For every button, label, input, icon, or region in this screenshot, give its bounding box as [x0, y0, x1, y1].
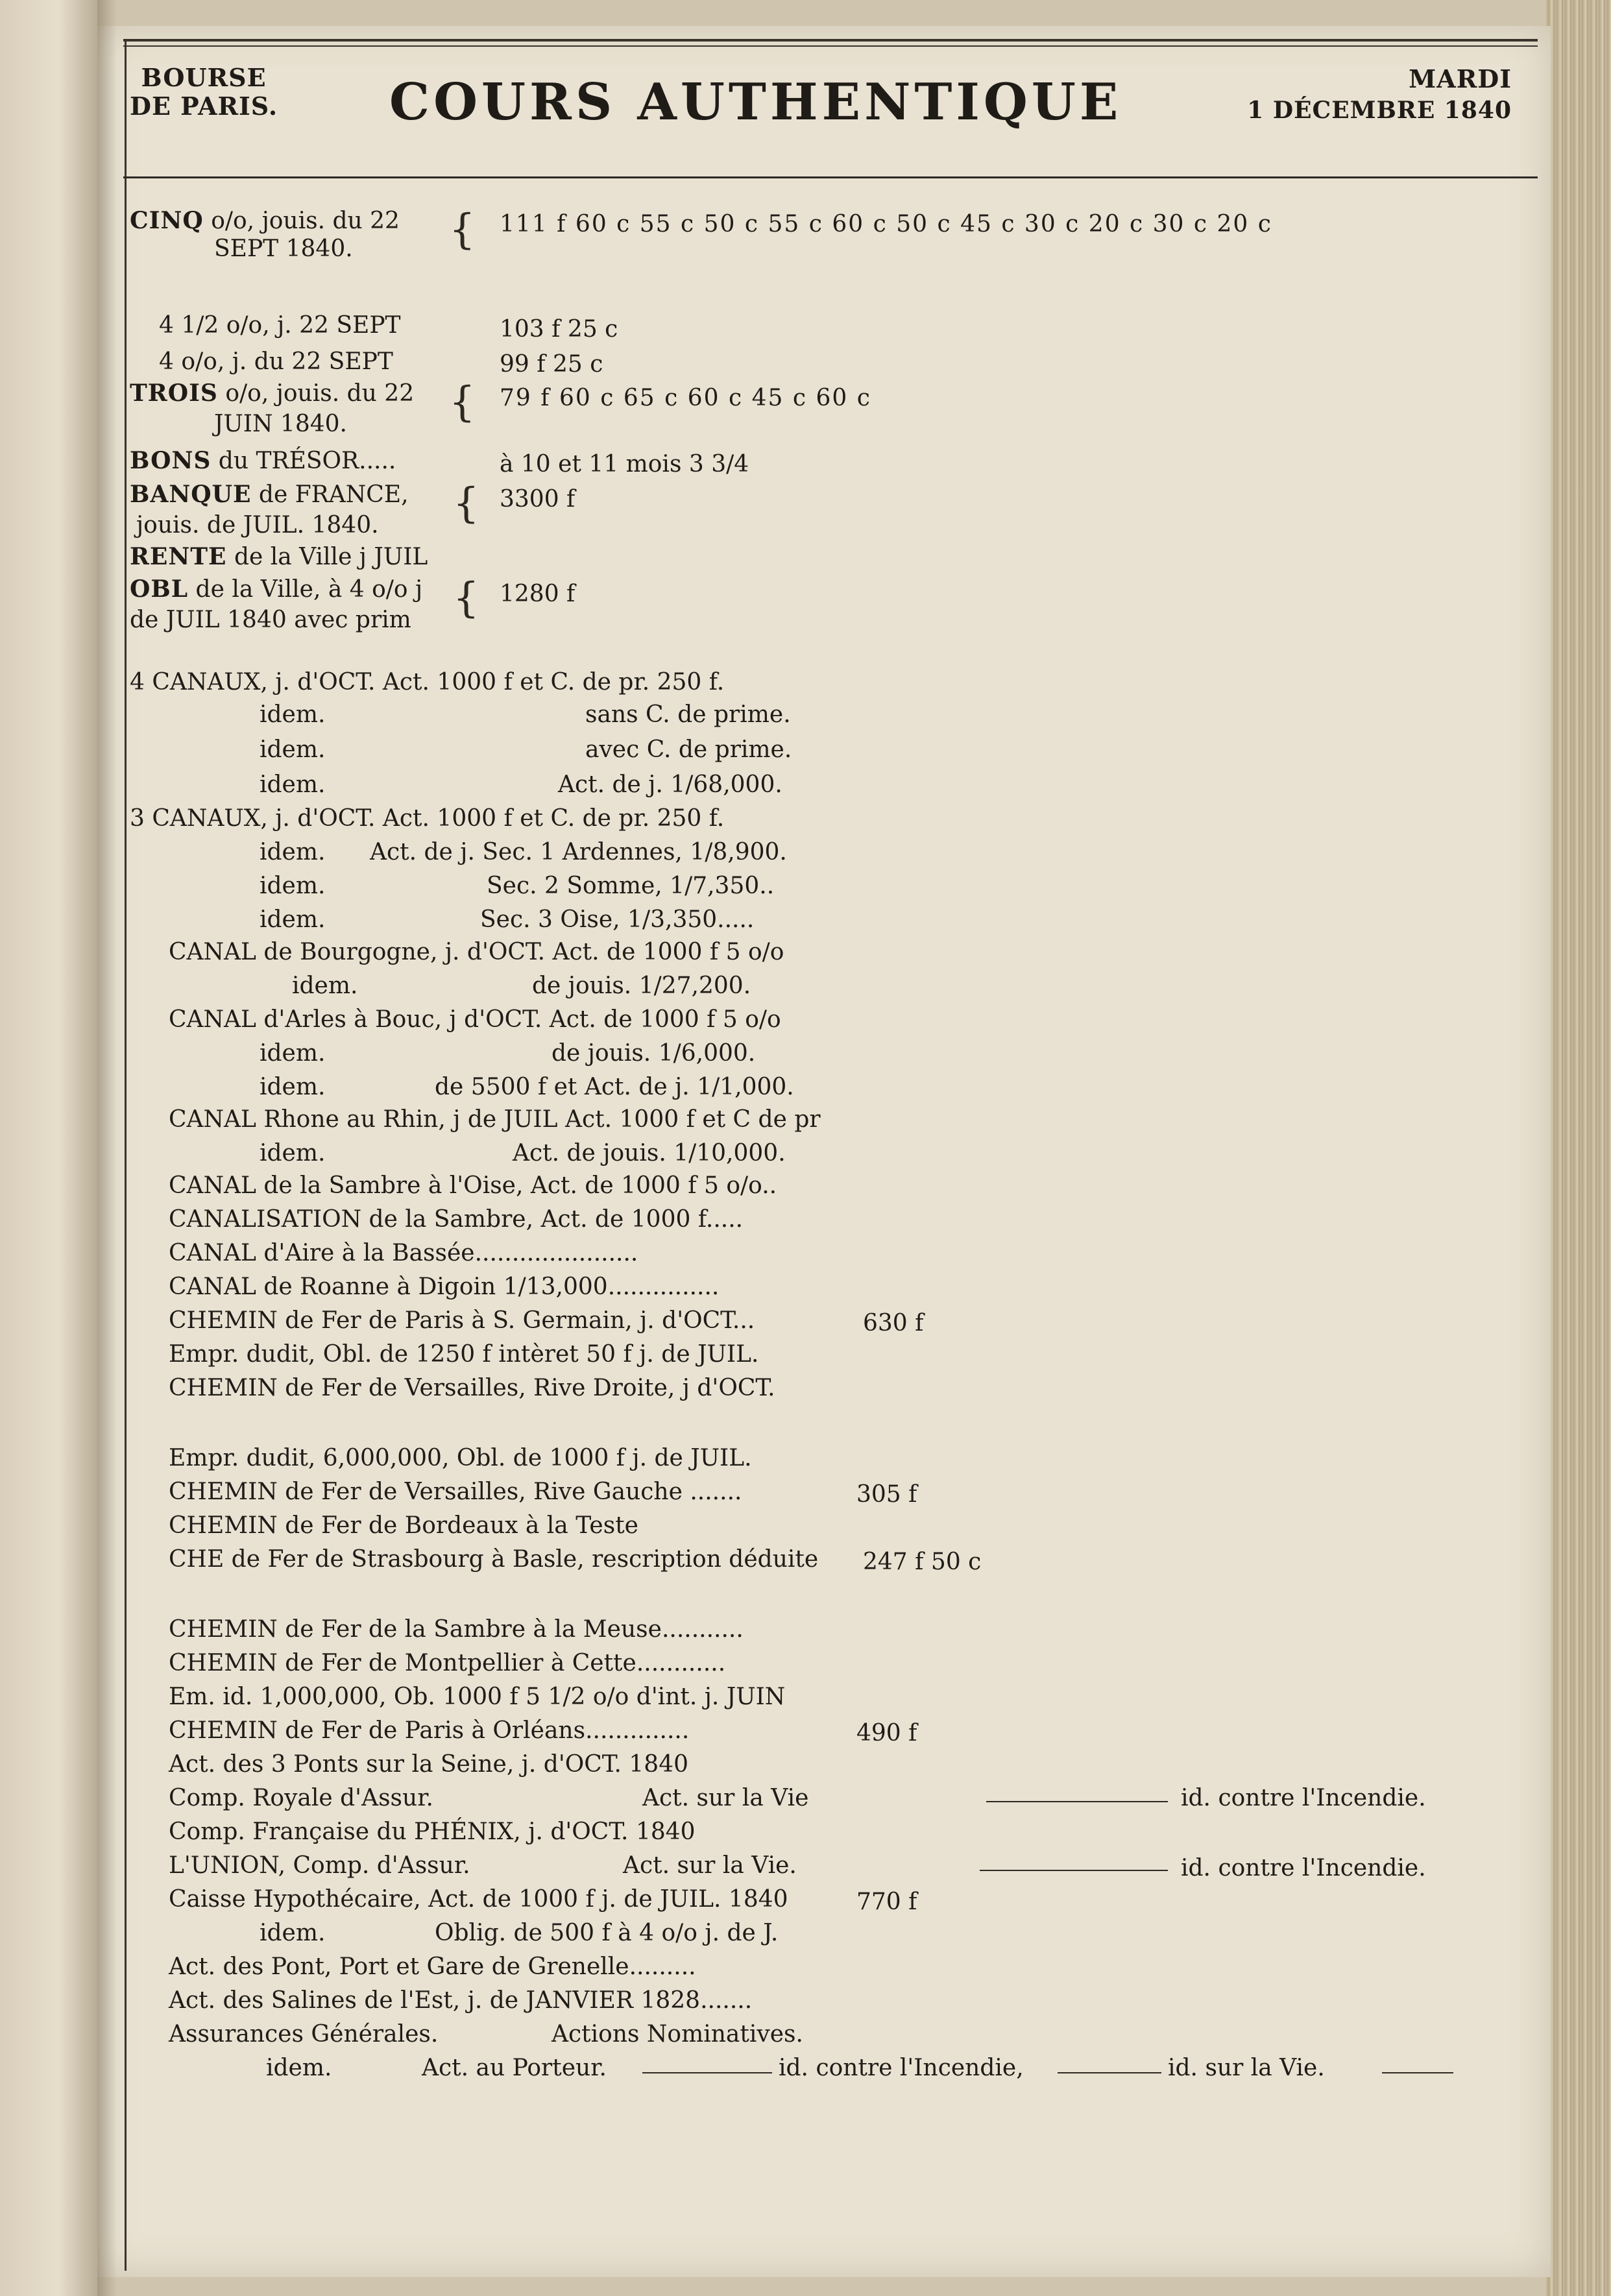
- obl-label: de la Ville, à 4 o/o j: [188, 576, 423, 603]
- chemin-st-germain-price: 630 f: [863, 1310, 924, 1336]
- contre-incendie: id. contre l'Incendie,: [779, 2055, 1024, 2081]
- canaux-3-somme: Sec. 2 Somme, 1/7,350..: [487, 873, 775, 899]
- chemin-versailles-gauche: CHEMIN de Fer de Versailles, Rive Gauche .......: [169, 1479, 742, 1505]
- document-page: [97, 26, 1551, 2277]
- chemin-strasbourg: CHE de Fer de Strasbourg à Basle, rescription déduite: [169, 1546, 819, 1573]
- chemin-montpellier: CHEMIN de Fer de Montpellier à Cette............: [169, 1650, 726, 1676]
- brace: {: [449, 378, 476, 426]
- header-rule: [123, 176, 1538, 178]
- rente-trois-line2: JUIN 1840.: [214, 411, 347, 437]
- blank-line: [1058, 2072, 1161, 2073]
- canaux-3: 3 CANAUX, j. d'OCT. Act. 1000 f et C. de pr. 250 f.: [130, 805, 725, 832]
- canalisation-sambre: CANALISATION de la Sambre, Act. de 1000 f.....: [169, 1206, 744, 1233]
- margin-rule: [125, 39, 127, 2271]
- assurances-idem: idem.: [266, 2055, 332, 2081]
- rente-cinq-bold: CINQ: [130, 207, 204, 234]
- em-montpellier: Em. id. 1,000,000, Ob. 1000 f 5 1/2 o/o d'int. j. JUIN: [169, 1684, 786, 1710]
- comp-royale: Comp. Royale d'Assur.: [169, 1785, 433, 1811]
- chemin-st-germain: CHEMIN de Fer de Paris à S. Germain, j. d'OCT...: [169, 1307, 755, 1334]
- canal-arles-idem-1: idem.: [260, 1040, 326, 1067]
- sur-la-vie: id. sur la Vie.: [1168, 2055, 1325, 2081]
- bourse-line1: BOURSE: [141, 63, 267, 92]
- canal-arles: CANAL d'Arles à Bouc, j d'OCT. Act. de 1000 f 5 o/o: [169, 1006, 781, 1033]
- canaux-4: 4 CANAUX, j. d'OCT. Act. 1000 f et C. de pr. 250 f.: [130, 669, 725, 695]
- caisse-idem: idem.: [260, 1920, 326, 1946]
- act-porteur: Act. au Porteur.: [422, 2055, 607, 2081]
- previous-page-edge: [0, 0, 97, 2296]
- canal-arles-5500: de 5500 f et Act. de j. 1/1,000.: [435, 1074, 794, 1100]
- canaux-4-avec-prime: avec C. de prime.: [585, 736, 792, 763]
- obl-price: 1280 f: [500, 581, 575, 607]
- chemin-versailles-droite: CHEMIN de Fer de Versailles, Rive Droite, j d'OCT.: [169, 1375, 775, 1401]
- book-edge: [1546, 0, 1611, 2296]
- empr-st-germain: Empr. dudit, Obl. de 1250 f intèret 50 f j. de JUIL.: [169, 1341, 759, 1368]
- rente-trois: [130, 379, 414, 408]
- rente-ville: [130, 542, 428, 572]
- page-fold-shadow: [97, 0, 117, 2296]
- canal-bourgogne-idem: idem.: [292, 973, 358, 999]
- assurances-generales: Assurances Générales.: [169, 2021, 439, 2048]
- canal-arles-jouis: de jouis. 1/6,000.: [551, 1040, 756, 1067]
- rente-ville-label: de la Ville j JUIL: [226, 544, 428, 570]
- brace: {: [453, 574, 479, 622]
- rente-ville-bold: RENTE: [130, 543, 227, 570]
- blank-line: [986, 1801, 1168, 1802]
- blank-line: [642, 2072, 772, 2073]
- rente-cinq-label: o/o, jouis. du 22: [203, 208, 400, 234]
- act-grenelle: Act. des Pont, Port et Gare de Grenelle.........: [169, 1953, 696, 1980]
- obl-bold: OBL: [130, 575, 189, 603]
- caisse-hypothecaire: Caisse Hypothécaire, Act. de 1000 f j. de JUIL. 1840: [169, 1886, 788, 1913]
- canal-arles-idem-2: idem.: [260, 1074, 326, 1100]
- canaux-3-idem-3: idem.: [260, 906, 326, 933]
- canaux-4-act-j: Act. de j. 1/68,000.: [558, 771, 782, 798]
- blank-line: [1382, 2072, 1453, 2073]
- union-assur: L'UNION, Comp. d'Assur.: [169, 1852, 470, 1879]
- comp-phenix: Comp. Française du PHÉNIX, j. d'OCT. 1840: [169, 1819, 696, 1845]
- bons-tresor: [130, 446, 396, 476]
- banque-france: [130, 480, 409, 509]
- page-title: COURS AUTHENTIQUE: [389, 73, 1122, 132]
- union-vie: Act. sur la Vie.: [623, 1852, 797, 1879]
- canal-rhone-rhin: CANAL Rhone au Rhin, j de JUIL Act. 1000 f et C de pr: [169, 1106, 821, 1133]
- rente-cinq-price: 111 f 60 c 55 c 50 c 55 c 60 c 50 c 45 c 30 c 20 c 30 c 20 c: [500, 211, 1272, 237]
- chemin-orleans: CHEMIN de Fer de Paris à Orléans..............: [169, 1717, 690, 1744]
- canaux-3-ardennes: Act. de j. Sec. 1 Ardennes, 1/8,900.: [370, 839, 787, 865]
- rente-trois-label: o/o, jouis. du 22: [217, 380, 415, 407]
- canaux-4-idem-2: idem.: [260, 736, 326, 763]
- canaux-3-idem-2: idem.: [260, 873, 326, 899]
- top-rule-thin: [123, 45, 1538, 47]
- rente-cinq: [130, 206, 400, 236]
- actions-nominatives: Actions Nominatives.: [551, 2021, 803, 2048]
- bourse-line2: DE PARIS.: [130, 91, 278, 121]
- act-salines: Act. des Salines de l'Est, j. de JANVIER 1828.......: [169, 1987, 753, 2014]
- empr-versailles: Empr. dudit, 6,000,000, Obl. de 1000 f j. de JUIL.: [169, 1445, 752, 1471]
- union-incendie: id. contre l'Incendie.: [1181, 1855, 1426, 1881]
- brace: {: [449, 206, 476, 254]
- date: 1 DÉCEMBRE 1840: [1247, 97, 1512, 124]
- rente-cinq-line2: SEPT 1840.: [214, 236, 353, 262]
- blank-line: [980, 1870, 1168, 1871]
- brace: {: [453, 479, 479, 527]
- caisse-price: 770 f: [856, 1889, 917, 1915]
- rente-trois-bold: TROIS: [130, 380, 218, 407]
- banque-bold: BANQUE: [130, 481, 252, 508]
- canal-sambre-oise: CANAL de la Sambre à l'Oise, Act. de 1000 f 5 o/o..: [169, 1172, 777, 1199]
- rente-trois-price: 79 f 60 c 65 c 60 c 45 c 60 c: [500, 385, 871, 411]
- canal-rhone-idem: idem.: [260, 1140, 326, 1166]
- obl-ville: [130, 575, 422, 604]
- top-rule: [123, 39, 1538, 42]
- comp-royale-incendie: id. contre l'Incendie.: [1181, 1785, 1426, 1811]
- banque-label: de FRANCE,: [251, 481, 409, 508]
- act-3-ponts: Act. des 3 Ponts sur la Seine, j. d'OCT. 1840: [169, 1751, 688, 1778]
- canal-roanne: CANAL de Roanne à Digoin 1/13,000...............: [169, 1274, 720, 1300]
- canaux-4-sans-prime: sans C. de prime.: [585, 701, 791, 728]
- bons-bold: BONS: [130, 447, 212, 474]
- rente-4-1-2: 4 1/2 o/o, j. 22 SEPT: [159, 312, 401, 339]
- bons-price: à 10 et 11 mois 3 3/4: [500, 451, 749, 477]
- comp-royale-vie: Act. sur la Vie: [642, 1785, 809, 1811]
- canal-rhone-jouis: Act. de jouis. 1/10,000.: [513, 1140, 786, 1166]
- canal-aire: CANAL d'Aire à la Bassée......................: [169, 1240, 638, 1266]
- rente-4-1-2-price: 103 f 25 c: [500, 316, 618, 343]
- bourse-label: [130, 64, 278, 121]
- chemin-sambre-meuse: CHEMIN de Fer de la Sambre à la Meuse...........: [169, 1616, 744, 1643]
- canal-bourgogne: CANAL de Bourgogne, j. d'OCT. Act. de 1000 f 5 o/o: [169, 939, 784, 965]
- strasbourg-price: 247 f 50 c: [863, 1549, 982, 1575]
- date-label: [1247, 64, 1512, 126]
- canaux-3-oise: Sec. 3 Oise, 1/3,350.....: [480, 906, 755, 933]
- banque-line2: jouis. de JUIL. 1840.: [136, 512, 379, 538]
- orleans-price: 490 f: [856, 1720, 917, 1746]
- caisse-oblig: Oblig. de 500 f à 4 o/o j. de J.: [435, 1920, 779, 1946]
- canaux-3-idem-1: idem.: [260, 839, 326, 865]
- bons-label: du TRÉSOR.....: [211, 448, 396, 474]
- chemin-bordeaux: CHEMIN de Fer de Bordeaux à la Teste: [169, 1512, 638, 1539]
- rente-4-price: 99 f 25 c: [500, 351, 603, 378]
- weekday: MARDI: [1409, 64, 1512, 93]
- banque-price: 3300 f: [500, 486, 575, 513]
- canaux-4-idem-3: idem.: [260, 771, 326, 798]
- versailles-gauche-price: 305 f: [856, 1481, 917, 1508]
- obl-line2: de JUIL 1840 avec prim: [130, 607, 411, 633]
- canal-bourgogne-jouis: de jouis. 1/27,200.: [532, 973, 751, 999]
- rente-4: 4 o/o, j. du 22 SEPT: [159, 348, 393, 375]
- canaux-4-idem-1: idem.: [260, 701, 326, 728]
